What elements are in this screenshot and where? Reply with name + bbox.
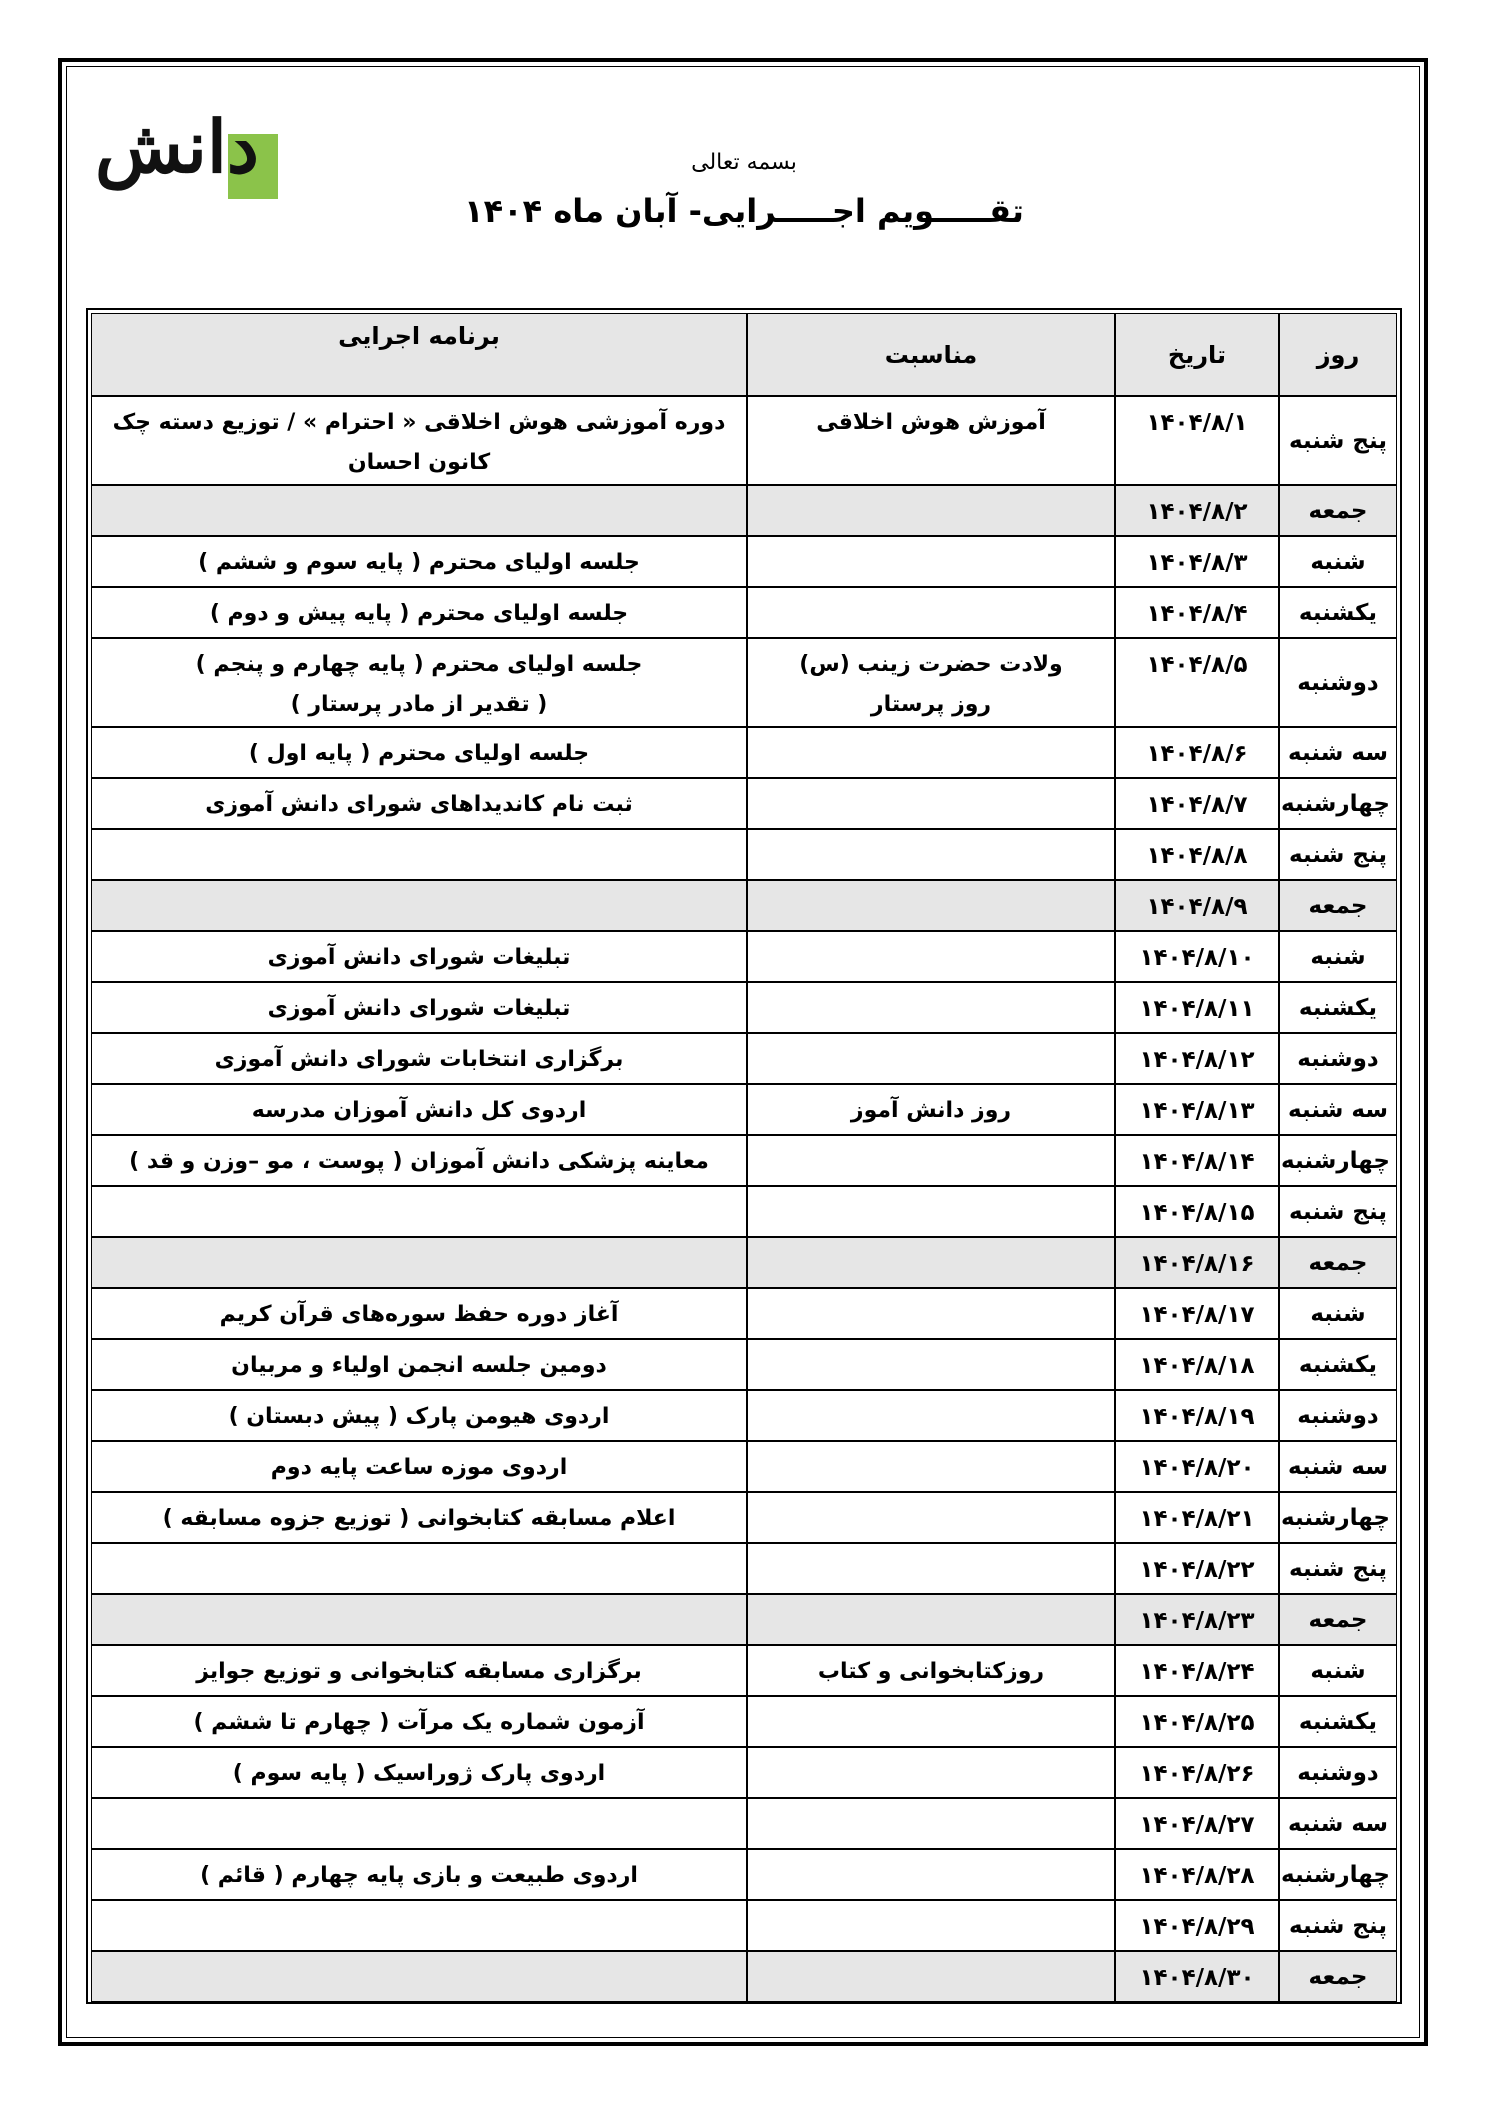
table-row: [91, 1594, 1397, 1645]
table-row: [91, 1135, 1397, 1186]
date-cell: ۱۴۰۴/۸/۲۰: [1115, 1441, 1279, 1492]
date-cell: ۱۴۰۴/۸/۲۸: [1115, 1849, 1279, 1900]
occasion-cell: [747, 536, 1115, 587]
program-cell: تبلیغات شورای دانش آموزی: [91, 931, 747, 982]
table-row: [91, 1288, 1397, 1339]
table-body: [91, 396, 1397, 2002]
day-cell: جمعه: [1279, 1237, 1397, 1288]
program-cell: معاینه پزشکی دانش آموزان ( پوست ، مو –وزن و قد ): [91, 1135, 747, 1186]
table-row: [91, 1543, 1397, 1594]
day-cell: دوشنبه: [1279, 638, 1397, 727]
program-cell: اعلام مسابقه کتابخوانی ( توزیع جزوه مسابقه ): [91, 1492, 747, 1543]
date-cell: ۱۴۰۴/۸/۱۰: [1115, 931, 1279, 982]
program-cell: [91, 829, 747, 880]
occasion-cell: [747, 1186, 1115, 1237]
occasion-cell: [747, 1135, 1115, 1186]
day-cell: پنج شنبه: [1279, 396, 1397, 485]
day-cell: یکشنبه: [1279, 587, 1397, 638]
table-row: [91, 396, 1397, 485]
table-row: [91, 1441, 1397, 1492]
date-cell: ۱۴۰۴/۸/۲۲: [1115, 1543, 1279, 1594]
occasion-cell: [747, 931, 1115, 982]
program-cell: جلسه اولیای محترم ( پایه پیش و دوم ): [91, 587, 747, 638]
day-cell: چهارشنبه: [1279, 1849, 1397, 1900]
table-row: [91, 1492, 1397, 1543]
date-cell: ۱۴۰۴/۸/۳: [1115, 536, 1279, 587]
day-cell: شنبه: [1279, 1288, 1397, 1339]
occasion-cell: [747, 1441, 1115, 1492]
program-cell: دومین جلسه انجمن اولیاء و مربیان: [91, 1339, 747, 1390]
program-cell: [91, 1594, 747, 1645]
table-row: [91, 880, 1397, 931]
occasion-cell: [747, 1951, 1115, 2002]
table-row: [91, 1645, 1397, 1696]
date-cell: ۱۴۰۴/۸/۱۷: [1115, 1288, 1279, 1339]
program-cell: [91, 1186, 747, 1237]
day-cell: پنج شنبه: [1279, 1900, 1397, 1951]
program-cell: اردوی موزه ساعت پایه دوم: [91, 1441, 747, 1492]
program-line: جلسه اولیای محترم ( پایه چهارم و پنجم ): [195, 652, 643, 677]
program-cell: [91, 1798, 747, 1849]
program-cell: اردوی کل دانش آموزان مدرسه: [91, 1084, 747, 1135]
occasion-cell: [747, 1033, 1115, 1084]
day-cell: پنج شنبه: [1279, 1186, 1397, 1237]
date-cell: ۱۴۰۴/۸/۲۶: [1115, 1747, 1279, 1798]
date-cell: ۱۴۰۴/۸/۴: [1115, 587, 1279, 638]
day-cell: پنج شنبه: [1279, 1543, 1397, 1594]
header-occasion: مناسبت: [747, 313, 1115, 396]
table-row: [91, 1747, 1397, 1798]
program-cell: آغاز دوره حفظ سوره‌های قرآن کریم: [91, 1288, 747, 1339]
date-cell: ۱۴۰۴/۸/۲۱: [1115, 1492, 1279, 1543]
occasion-cell: [747, 1900, 1115, 1951]
table-row: [91, 931, 1397, 982]
calendar-table-frame: [86, 308, 1402, 2004]
date-cell: ۱۴۰۴/۸/۱۶: [1115, 1237, 1279, 1288]
program-cell: برگزاری انتخابات شورای دانش آموزی: [91, 1033, 747, 1084]
table-row: [91, 829, 1397, 880]
occasion-cell: [747, 638, 1115, 727]
date-cell: ۱۴۰۴/۸/۱۴: [1115, 1135, 1279, 1186]
occasion-cell: [747, 1492, 1115, 1543]
occasion-cell: [747, 1543, 1115, 1594]
logo-text: دانش: [95, 104, 259, 189]
program-cell: [91, 1900, 747, 1951]
occasion-line: روز پرستار: [870, 692, 992, 717]
table-row: [91, 1900, 1397, 1951]
occasion-cell: [747, 1594, 1115, 1645]
occasion-cell: [747, 1390, 1115, 1441]
table-row: [91, 536, 1397, 587]
day-cell: شنبه: [1279, 931, 1397, 982]
date-cell: ۱۴۰۴/۸/۵: [1115, 638, 1279, 727]
day-cell: دوشنبه: [1279, 1390, 1397, 1441]
day-cell: سه شنبه: [1279, 1441, 1397, 1492]
table-row: [91, 1186, 1397, 1237]
day-cell: جمعه: [1279, 880, 1397, 931]
day-cell: دوشنبه: [1279, 1747, 1397, 1798]
day-cell: سه شنبه: [1279, 1084, 1397, 1135]
day-cell: سه شنبه: [1279, 1798, 1397, 1849]
occasion-cell: [747, 1339, 1115, 1390]
table-row: [91, 778, 1397, 829]
program-cell: [91, 485, 747, 536]
occasion-cell: [747, 727, 1115, 778]
date-cell: ۱۴۰۴/۸/۲۷: [1115, 1798, 1279, 1849]
day-cell: پنج شنبه: [1279, 829, 1397, 880]
bismillah-heading: بسمه تعالی: [691, 150, 797, 175]
program-cell: جلسه اولیای محترم ( پایه سوم و ششم ): [91, 536, 747, 587]
table-row: [91, 1849, 1397, 1900]
date-cell: ۱۴۰۴/۸/۱۸: [1115, 1339, 1279, 1390]
day-cell: شنبه: [1279, 536, 1397, 587]
occasion-cell: [747, 1288, 1115, 1339]
header-program: برنامه اجرایی: [91, 313, 747, 396]
date-cell: ۱۴۰۴/۸/۳۰: [1115, 1951, 1279, 2002]
date-cell: ۱۴۰۴/۸/۱۱: [1115, 982, 1279, 1033]
table-row: [91, 1696, 1397, 1747]
date-cell: ۱۴۰۴/۸/۱۳: [1115, 1084, 1279, 1135]
occasion-cell: [747, 1696, 1115, 1747]
table-row: [91, 1237, 1397, 1288]
date-cell: ۱۴۰۴/۸/۲۹: [1115, 1900, 1279, 1951]
day-cell: یکشنبه: [1279, 1339, 1397, 1390]
day-cell: جمعه: [1279, 1594, 1397, 1645]
day-cell: یکشنبه: [1279, 982, 1397, 1033]
program-cell: تبلیغات شورای دانش آموزی: [91, 982, 747, 1033]
program-cell: [91, 1237, 747, 1288]
program-cell: برگزاری مسابقه کتابخوانی و توزیع جوایز: [91, 1645, 747, 1696]
day-cell: چهارشنبه: [1279, 778, 1397, 829]
date-cell: ۱۴۰۴/۸/۲۴: [1115, 1645, 1279, 1696]
program-cell: جلسه اولیای محترم ( پایه اول ): [91, 727, 747, 778]
page-title: تقـــــویم اجـــــرایی- آبان ماه ۱۴۰۴: [464, 192, 1024, 230]
day-cell: جمعه: [1279, 1951, 1397, 2002]
occasion-cell: [747, 829, 1115, 880]
occasion-cell: [747, 1798, 1115, 1849]
table-row: [91, 727, 1397, 778]
table-row: [91, 982, 1397, 1033]
table-row: [91, 1084, 1397, 1135]
table-header-row: [91, 313, 1397, 396]
day-cell: جمعه: [1279, 485, 1397, 536]
occasion-cell: [747, 1849, 1115, 1900]
table-row: [91, 1798, 1397, 1849]
date-cell: ۱۴۰۴/۸/۹: [1115, 880, 1279, 931]
occasion-cell: [747, 1237, 1115, 1288]
table-row: [91, 587, 1397, 638]
day-cell: سه شنبه: [1279, 727, 1397, 778]
header-day: روز: [1279, 313, 1397, 396]
table-row: [91, 1951, 1397, 2002]
program-cell: [91, 1951, 747, 2002]
program-cell: ثبت نام کاندیداهای شورای دانش آموزی: [91, 778, 747, 829]
program-line: ( تقدیر از مادر پرستار ): [290, 692, 548, 717]
occasion-line: ولادت حضرت زینب (س): [799, 652, 1063, 677]
occasion-cell: [747, 982, 1115, 1033]
date-cell: ۱۴۰۴/۸/۲۳: [1115, 1594, 1279, 1645]
program-cell: اردوی هیومن پارک ( پیش دبستان ): [91, 1390, 747, 1441]
occasion-cell: [747, 778, 1115, 829]
date-cell: ۱۴۰۴/۸/۲۵: [1115, 1696, 1279, 1747]
occasion-cell: [747, 485, 1115, 536]
table-row: [91, 1033, 1397, 1084]
day-cell: یکشنبه: [1279, 1696, 1397, 1747]
date-cell: ۱۴۰۴/۸/۱۵: [1115, 1186, 1279, 1237]
calendar-table: [91, 313, 1397, 2002]
table-row: [91, 1339, 1397, 1390]
program-cell: [91, 638, 747, 727]
table-row: [91, 638, 1397, 727]
day-cell: دوشنبه: [1279, 1033, 1397, 1084]
date-cell: ۱۴۰۴/۸/۷: [1115, 778, 1279, 829]
date-cell: ۱۴۰۴/۸/۶: [1115, 727, 1279, 778]
occasion-cell: روزکتابخوانی و کتاب: [747, 1645, 1115, 1696]
occasion-cell: [747, 587, 1115, 638]
program-cell: اردوی پارک ژوراسیک ( پایه سوم ): [91, 1747, 747, 1798]
date-cell: ۱۴۰۴/۸/۱: [1115, 396, 1279, 485]
day-cell: چهارشنبه: [1279, 1135, 1397, 1186]
day-cell: چهارشنبه: [1279, 1492, 1397, 1543]
program-cell: اردوی طبیعت و بازی پایه چهارم ( قائم ): [91, 1849, 747, 1900]
date-cell: ۱۴۰۴/۸/۱۲: [1115, 1033, 1279, 1084]
date-cell: ۱۴۰۴/۸/۸: [1115, 829, 1279, 880]
table-row: [91, 485, 1397, 536]
date-cell: ۱۴۰۴/۸/۱۹: [1115, 1390, 1279, 1441]
occasion-cell: آموزش هوش اخلاقی: [747, 396, 1115, 485]
program-cell: دوره آموزشی هوش اخلاقی « احترام » / توزیع دسته چک کانون احسان: [91, 396, 747, 485]
occasion-cell: روز دانش آموز: [747, 1084, 1115, 1135]
occasion-cell: [747, 1747, 1115, 1798]
program-cell: [91, 880, 747, 931]
header-date: تاریخ: [1115, 313, 1279, 396]
date-cell: ۱۴۰۴/۸/۲: [1115, 485, 1279, 536]
occasion-cell: [747, 880, 1115, 931]
day-cell: شنبه: [1279, 1645, 1397, 1696]
table-row: [91, 1390, 1397, 1441]
program-cell: [91, 1543, 747, 1594]
program-cell: آزمون شماره یک مرآت ( چهارم تا ششم ): [91, 1696, 747, 1747]
